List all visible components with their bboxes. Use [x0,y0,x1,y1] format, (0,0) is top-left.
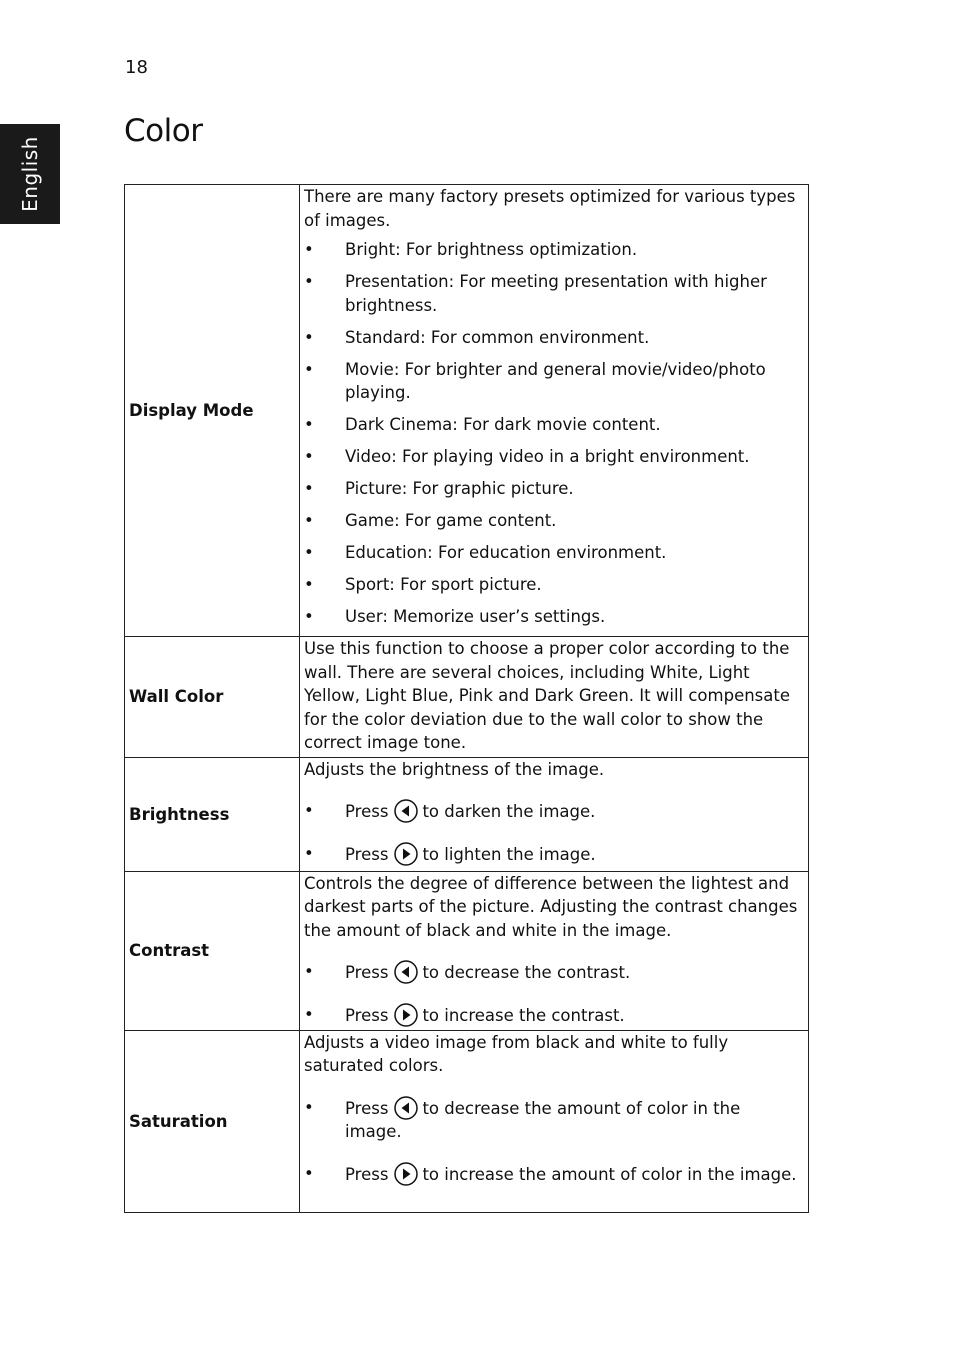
left-arrow-button-icon [394,960,418,984]
list-item [304,1162,802,1187]
press-text: Press [345,963,389,982]
list-item: • Video: For playing video in a bright environment. [304,445,802,469]
list-item [304,1003,802,1028]
left-arrow-button-icon [394,799,418,823]
row-description [300,637,809,758]
row-description [300,1030,809,1212]
list-item: • Dark Cinema: For dark movie content. [304,413,802,437]
row-description [300,185,809,637]
list-item: • Presentation: For meeting presentation with higher brightness. [304,270,802,317]
list-item: • Game: For game content. [304,509,802,533]
action-text: to decrease the amount of color in the image. [345,1098,741,1141]
page-number: 18 [125,57,148,78]
press-text: Press [345,844,389,864]
brightness-controls [304,799,802,866]
row-label: Contrast [125,871,300,1030]
row-label: Display Mode [125,185,300,637]
press-text: Press [345,1098,389,1118]
left-arrow-button-icon [394,1096,418,1120]
page-title: Color [124,113,203,149]
right-arrow-button-icon [394,1162,418,1186]
right-arrow-button-icon [394,842,418,866]
description-text: Controls the degree of difference between the lightest and darkest parts of the picture. Adjusting the contrast changes the amount of black and white in the image. [304,873,798,940]
table-row-saturation [125,1030,809,1212]
display-mode-list [304,238,802,629]
row-label: Wall Color [125,637,300,758]
description-text: There are many factory presets optimized for various types of images. [304,187,796,230]
list-item: • User: Memorize user’s settings. [304,605,802,629]
color-settings-table [124,184,809,1213]
description-text: Use this function to choose a proper color according to the wall. There are several choices, including White, Light Yellow, Light Blue, Pink and Dark Green. It will compensate for the color deviation due to the wall color to show the correct image tone. [304,639,791,752]
action-text: to increase the amount of color in the image. [422,1164,797,1184]
list-item: • Standard: For common environment. [304,326,802,350]
language-tab [0,124,60,224]
list-item [304,1096,802,1144]
list-item: • Sport: For sport picture. [304,573,802,597]
list-item: • Education: For education environment. [304,541,802,565]
language-tab-label: English [18,136,42,212]
table-row-contrast [125,871,809,1030]
row-label: Brightness [125,757,300,871]
saturation-controls [304,1096,802,1187]
action-text: to darken the image. [422,802,596,821]
table-row-brightness [125,757,809,871]
table-row-display-mode [125,185,809,637]
press-text: Press [345,1005,389,1025]
description-text: Adjusts a video image from black and white to fully saturated colors. [304,1032,729,1075]
row-description [300,871,809,1030]
row-label: Saturation [125,1030,300,1212]
press-text: Press [345,1164,389,1184]
contrast-controls [304,960,802,1027]
list-item [304,799,802,824]
row-description [300,757,809,871]
table-row-wall-color [125,637,809,758]
list-item: • Movie: For brighter and general movie/video/photo playing. [304,358,802,405]
press-text: Press [345,802,389,821]
action-text: to increase the contrast. [422,1005,625,1025]
list-item [304,842,802,867]
right-arrow-button-icon [394,1003,418,1027]
list-item: • Picture: For graphic picture. [304,477,802,501]
list-item [304,960,802,985]
action-text: to lighten the image. [422,844,596,864]
description-text: Adjusts the brightness of the image. [304,759,605,779]
list-item: • Bright: For brightness optimization. [304,238,802,262]
action-text: to decrease the contrast. [422,963,631,982]
